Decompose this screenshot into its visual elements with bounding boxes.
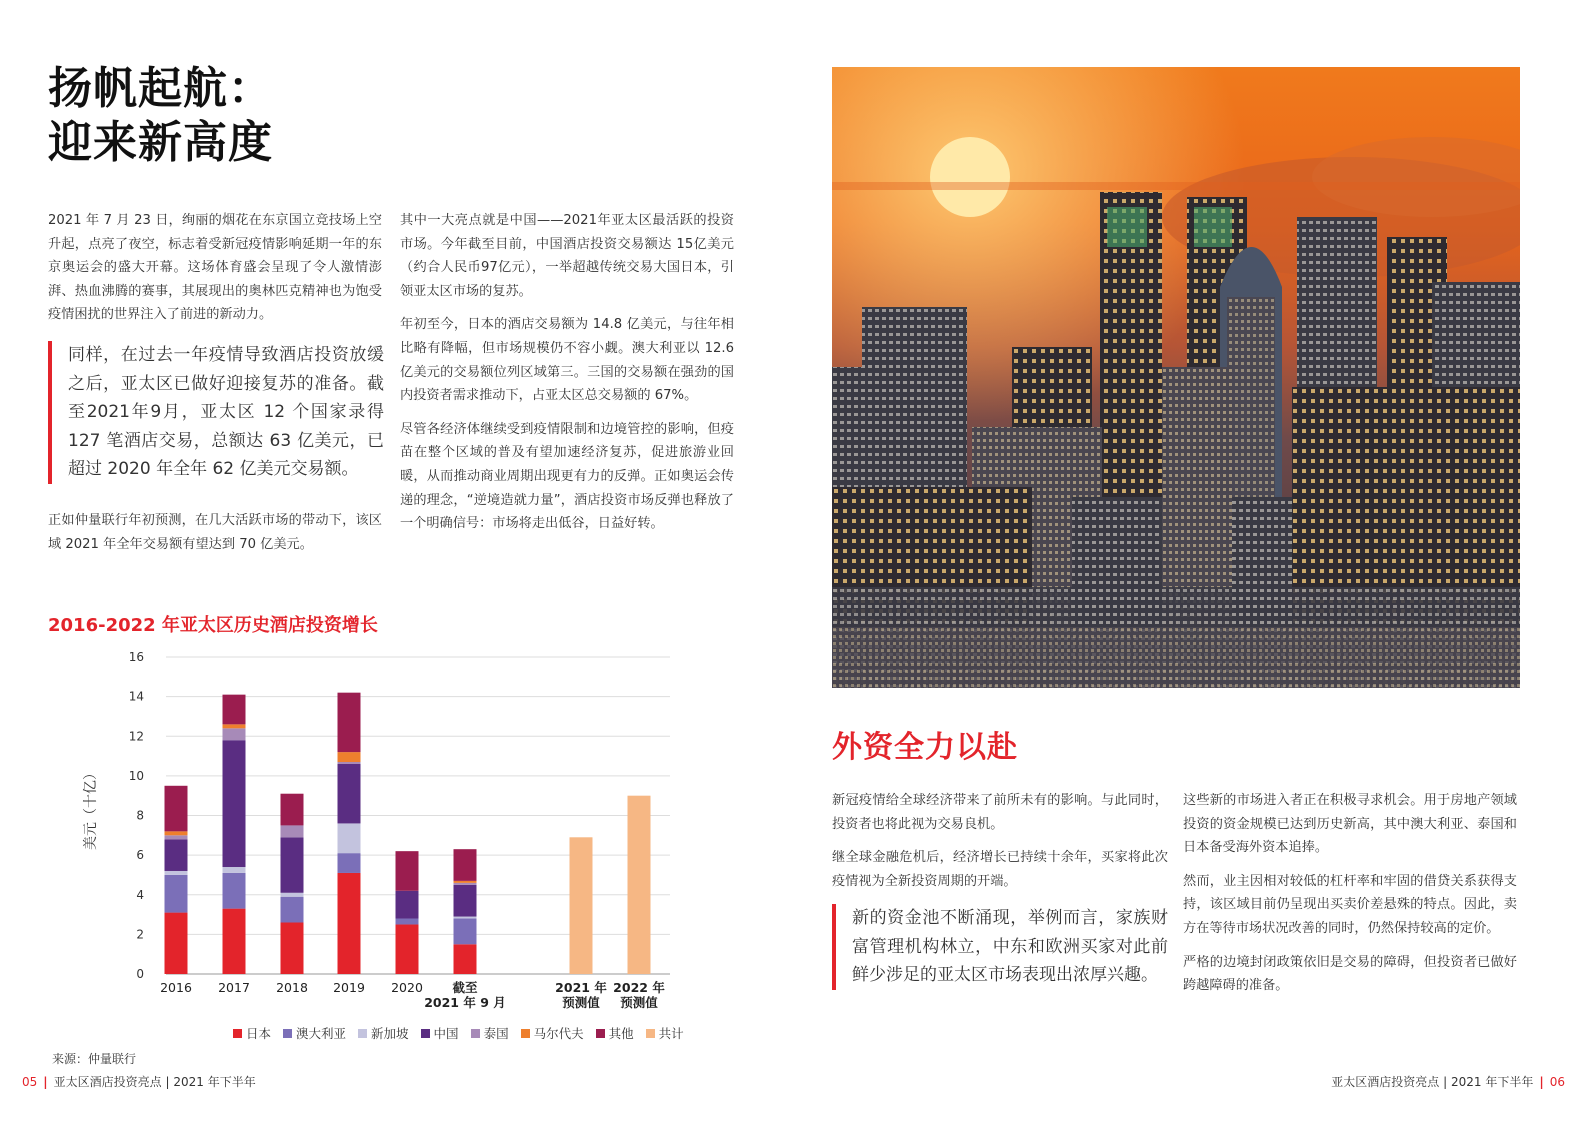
bar-segment bbox=[223, 740, 246, 867]
x-tick-label: 预测值 bbox=[620, 995, 658, 1010]
col2-paragraph-3: 尽管各经济体继续受到疫情限制和边境管控的影响，但疫苗在整个区域的普及有望加速经济复苏，促进旅游业回暖，从而推动商业周期出现更有力的反弹。正如奥运会传递的理念，“逆境造就力量”，酒店投资市场反弹也释放了一个明确信号：市场将走出低谷，日益好转。 bbox=[400, 421, 734, 532]
right-column-b bbox=[1183, 789, 1517, 1008]
bar-segment bbox=[223, 873, 246, 909]
legend-item bbox=[358, 1024, 409, 1042]
bar-segment bbox=[165, 831, 188, 835]
bar-segment bbox=[223, 867, 246, 873]
bar-segment bbox=[223, 695, 246, 725]
bar-segment bbox=[165, 875, 188, 913]
pull-quote-right: 新的资金池不断涌现，举例而言，家族财富管理机构林立，中东和欧洲买家对此前鲜少涉足的亚太区市场表现出浓厚兴趣。 bbox=[832, 904, 1168, 990]
bar-segment bbox=[628, 796, 651, 974]
bar-segment bbox=[396, 891, 419, 919]
bar-segment bbox=[338, 764, 361, 823]
y-tick-label: 10 bbox=[128, 768, 144, 783]
right-a-paragraph-1: 新冠疫情给全球经济带来了前所未有的影响。与此同时，投资者也将此视为交易良机。 bbox=[832, 793, 1168, 832]
x-tick-label: 2019 bbox=[333, 980, 365, 995]
bar-segment bbox=[281, 922, 304, 974]
legend-label: 中国 bbox=[433, 1026, 459, 1041]
x-tick-label: 2018 bbox=[276, 980, 308, 995]
legend-swatch bbox=[646, 1029, 655, 1038]
bar-segment bbox=[396, 851, 419, 891]
tokyo-sunset-photo bbox=[832, 67, 1520, 688]
bar-segment bbox=[338, 823, 361, 853]
y-tick-label: 4 bbox=[136, 887, 144, 902]
legend-swatch bbox=[521, 1029, 530, 1038]
bar-segment bbox=[338, 752, 361, 762]
bar-segment bbox=[454, 885, 477, 917]
legend-swatch bbox=[471, 1029, 480, 1038]
bar-segment bbox=[454, 919, 477, 945]
bar-segment bbox=[223, 724, 246, 728]
x-tick-label: 2016 bbox=[160, 980, 192, 995]
legend-item bbox=[521, 1024, 584, 1042]
col2-paragraph-1: 其中一大亮点就是中国——2021年亚太区最活跃的投资市场。今年截至目前，中国酒店投资交易额达 15亿美元（约合人民币97亿元），一举超越传统交易大国日本，引领亚太区市场的复苏。 bbox=[400, 213, 734, 299]
footer-left bbox=[22, 1073, 256, 1090]
bar-segment bbox=[338, 762, 361, 764]
legend-swatch bbox=[233, 1029, 242, 1038]
bar-segment bbox=[454, 917, 477, 919]
chart-title: 2016-2022 年亚太区历史酒店投资增长 bbox=[48, 615, 378, 636]
title-line-2: 迎来新高度 bbox=[48, 117, 273, 168]
right-b-paragraph-3: 严格的边境封闭政策依旧是交易的障碍，但投资者已做好跨越障碍的准备。 bbox=[1183, 954, 1517, 994]
y-tick-label: 12 bbox=[128, 729, 144, 744]
bar-segment bbox=[338, 873, 361, 974]
bar-segment bbox=[281, 893, 304, 897]
bar-chart bbox=[78, 645, 678, 1017]
chart-source: 来源：仲量联行 bbox=[52, 1052, 137, 1066]
title-line-1: 扬帆起航： bbox=[48, 63, 273, 114]
legend-label: 澳大利亚 bbox=[296, 1026, 347, 1041]
bar-segment bbox=[396, 919, 419, 925]
legend-item bbox=[283, 1024, 346, 1042]
page-number-left: 05 bbox=[22, 1074, 38, 1089]
footer-separator: | bbox=[43, 1074, 48, 1089]
footer-separator: | bbox=[1539, 1074, 1544, 1089]
footer-right bbox=[1331, 1073, 1565, 1090]
footer-right-text: 亚太区酒店投资亮点 | 2021 年下半年 bbox=[1331, 1075, 1534, 1089]
col1-paragraph-1: 2021 年 7 月 23 日，绚丽的烟花在东京国立竞技场上空升起，点亮了夜空，标志着受新冠疫情影响延期一年的东京奥运会的盛大开幕。这场体育盛会呈现了令人激情澎湃、热血沸腾的赛事，其展现出的奥林匹克精神也为饱受疫情困扰的世界注入了前进的新动力。 bbox=[48, 213, 382, 323]
x-tick-label: 2022 年 bbox=[613, 980, 665, 995]
x-tick-label: 2020 bbox=[391, 980, 423, 995]
right-column-a bbox=[832, 789, 1168, 903]
y-tick-label: 8 bbox=[136, 808, 144, 823]
column-1 bbox=[48, 209, 382, 337]
legend-item bbox=[471, 1024, 509, 1042]
legend-item bbox=[646, 1024, 684, 1042]
bar-segment bbox=[281, 825, 304, 837]
legend-swatch bbox=[358, 1029, 367, 1038]
legend-item bbox=[596, 1024, 634, 1042]
bar-segment bbox=[454, 881, 477, 883]
bar-segment bbox=[396, 924, 419, 974]
legend-label: 日本 bbox=[246, 1026, 272, 1041]
pull-quote-left: 同样，在过去一年疫情导致酒店投资放缓之后，亚太区已做好迎接复苏的准备。截至2021年9月，亚太区 12 个国家录得127 笔酒店交易，总额达 63 亿美元，已超过 2020 年全年 62 亿美元交易额。 bbox=[48, 341, 384, 484]
bar-segment bbox=[281, 794, 304, 826]
y-tick-label: 6 bbox=[136, 848, 144, 863]
x-tick-label: 2021 年 bbox=[555, 980, 607, 995]
chart-y-axis-label: 美元（十亿） bbox=[83, 766, 99, 850]
chart-legend bbox=[233, 1024, 684, 1042]
right-b-paragraph-1: 这些新的市场进入者正在积极寻求机会。用于房地产领域投资的资金规模已达到历史新高，其中澳大利亚、泰国和日本备受海外资本追捧。 bbox=[1183, 793, 1517, 856]
bar-segment bbox=[165, 913, 188, 974]
legend-label: 马尔代夫 bbox=[533, 1026, 584, 1041]
bar-segment bbox=[281, 837, 304, 892]
x-tick-label: 2017 bbox=[218, 980, 250, 995]
legend-swatch bbox=[421, 1029, 430, 1038]
col2-paragraph-2: 年初至今，日本的酒店交易额为 14.8 亿美元，与往年相比略有降幅，但市场规模仍不容小觑。澳大利亚以 12.6 亿美元的交易额位列区域第三。三国的交易额在强劲的国内投资者需求推动下，占亚太区总交易额的 67%。 bbox=[400, 317, 734, 404]
footer-left-text: 亚太区酒店投资亮点 | 2021 年下半年 bbox=[53, 1075, 256, 1089]
bar-segment bbox=[338, 853, 361, 873]
legend-label: 共计 bbox=[658, 1026, 684, 1041]
legend-swatch bbox=[283, 1029, 292, 1038]
col1-paragraph-2: 正如仲量联行年初预测，在几大活跃市场的带动下，该区域 2021 年全年交易额有望达到 70 亿美元。 bbox=[48, 513, 382, 552]
bar-segment bbox=[454, 849, 477, 881]
x-tick-label: 截至 bbox=[452, 980, 478, 995]
bar-segment bbox=[165, 786, 188, 832]
right-b-paragraph-2: 然而，业主因相对较低的杠杆率和牢固的借贷关系获得支持，该区域目前仍呈现出买卖价差悬殊的特点。因此，卖方在等待市场状况改善的同时，仍然保持较高的定价。 bbox=[1183, 873, 1517, 936]
bar-segment bbox=[570, 837, 593, 974]
bar-segment bbox=[454, 883, 477, 885]
y-tick-label: 0 bbox=[136, 967, 144, 981]
section-title: 外资全力以赴 bbox=[832, 730, 1018, 765]
right-a-paragraph-2: 继全球金融危机后，经济增长已持续十余年，买家将此次疫情视为全新投资周期的开端。 bbox=[832, 850, 1168, 889]
bar-segment bbox=[281, 897, 304, 923]
city-skyline-image bbox=[832, 67, 1520, 688]
bar-segment bbox=[223, 909, 246, 974]
y-tick-label: 14 bbox=[128, 689, 144, 704]
legend-item bbox=[421, 1024, 459, 1042]
legend-label: 新加坡 bbox=[371, 1026, 409, 1041]
bar-segment bbox=[165, 835, 188, 839]
bar-segment bbox=[223, 728, 246, 740]
bar-segment bbox=[454, 944, 477, 974]
y-tick-label: 2 bbox=[136, 927, 144, 942]
bar-segment bbox=[165, 839, 188, 871]
col1-paragraph-2-wrap bbox=[48, 509, 382, 566]
legend-swatch bbox=[596, 1029, 605, 1038]
x-tick-label: 2021 年 9 月 bbox=[424, 995, 506, 1010]
bar-segment bbox=[165, 871, 188, 875]
x-tick-label: 预测值 bbox=[562, 995, 600, 1010]
y-tick-label: 16 bbox=[128, 650, 144, 664]
page-title bbox=[48, 62, 273, 170]
legend-label: 其他 bbox=[608, 1026, 634, 1041]
legend-label: 泰国 bbox=[483, 1026, 509, 1041]
column-2 bbox=[400, 209, 734, 546]
bar-segment bbox=[338, 693, 361, 752]
page-number-right: 06 bbox=[1549, 1074, 1565, 1089]
legend-item bbox=[233, 1024, 271, 1042]
